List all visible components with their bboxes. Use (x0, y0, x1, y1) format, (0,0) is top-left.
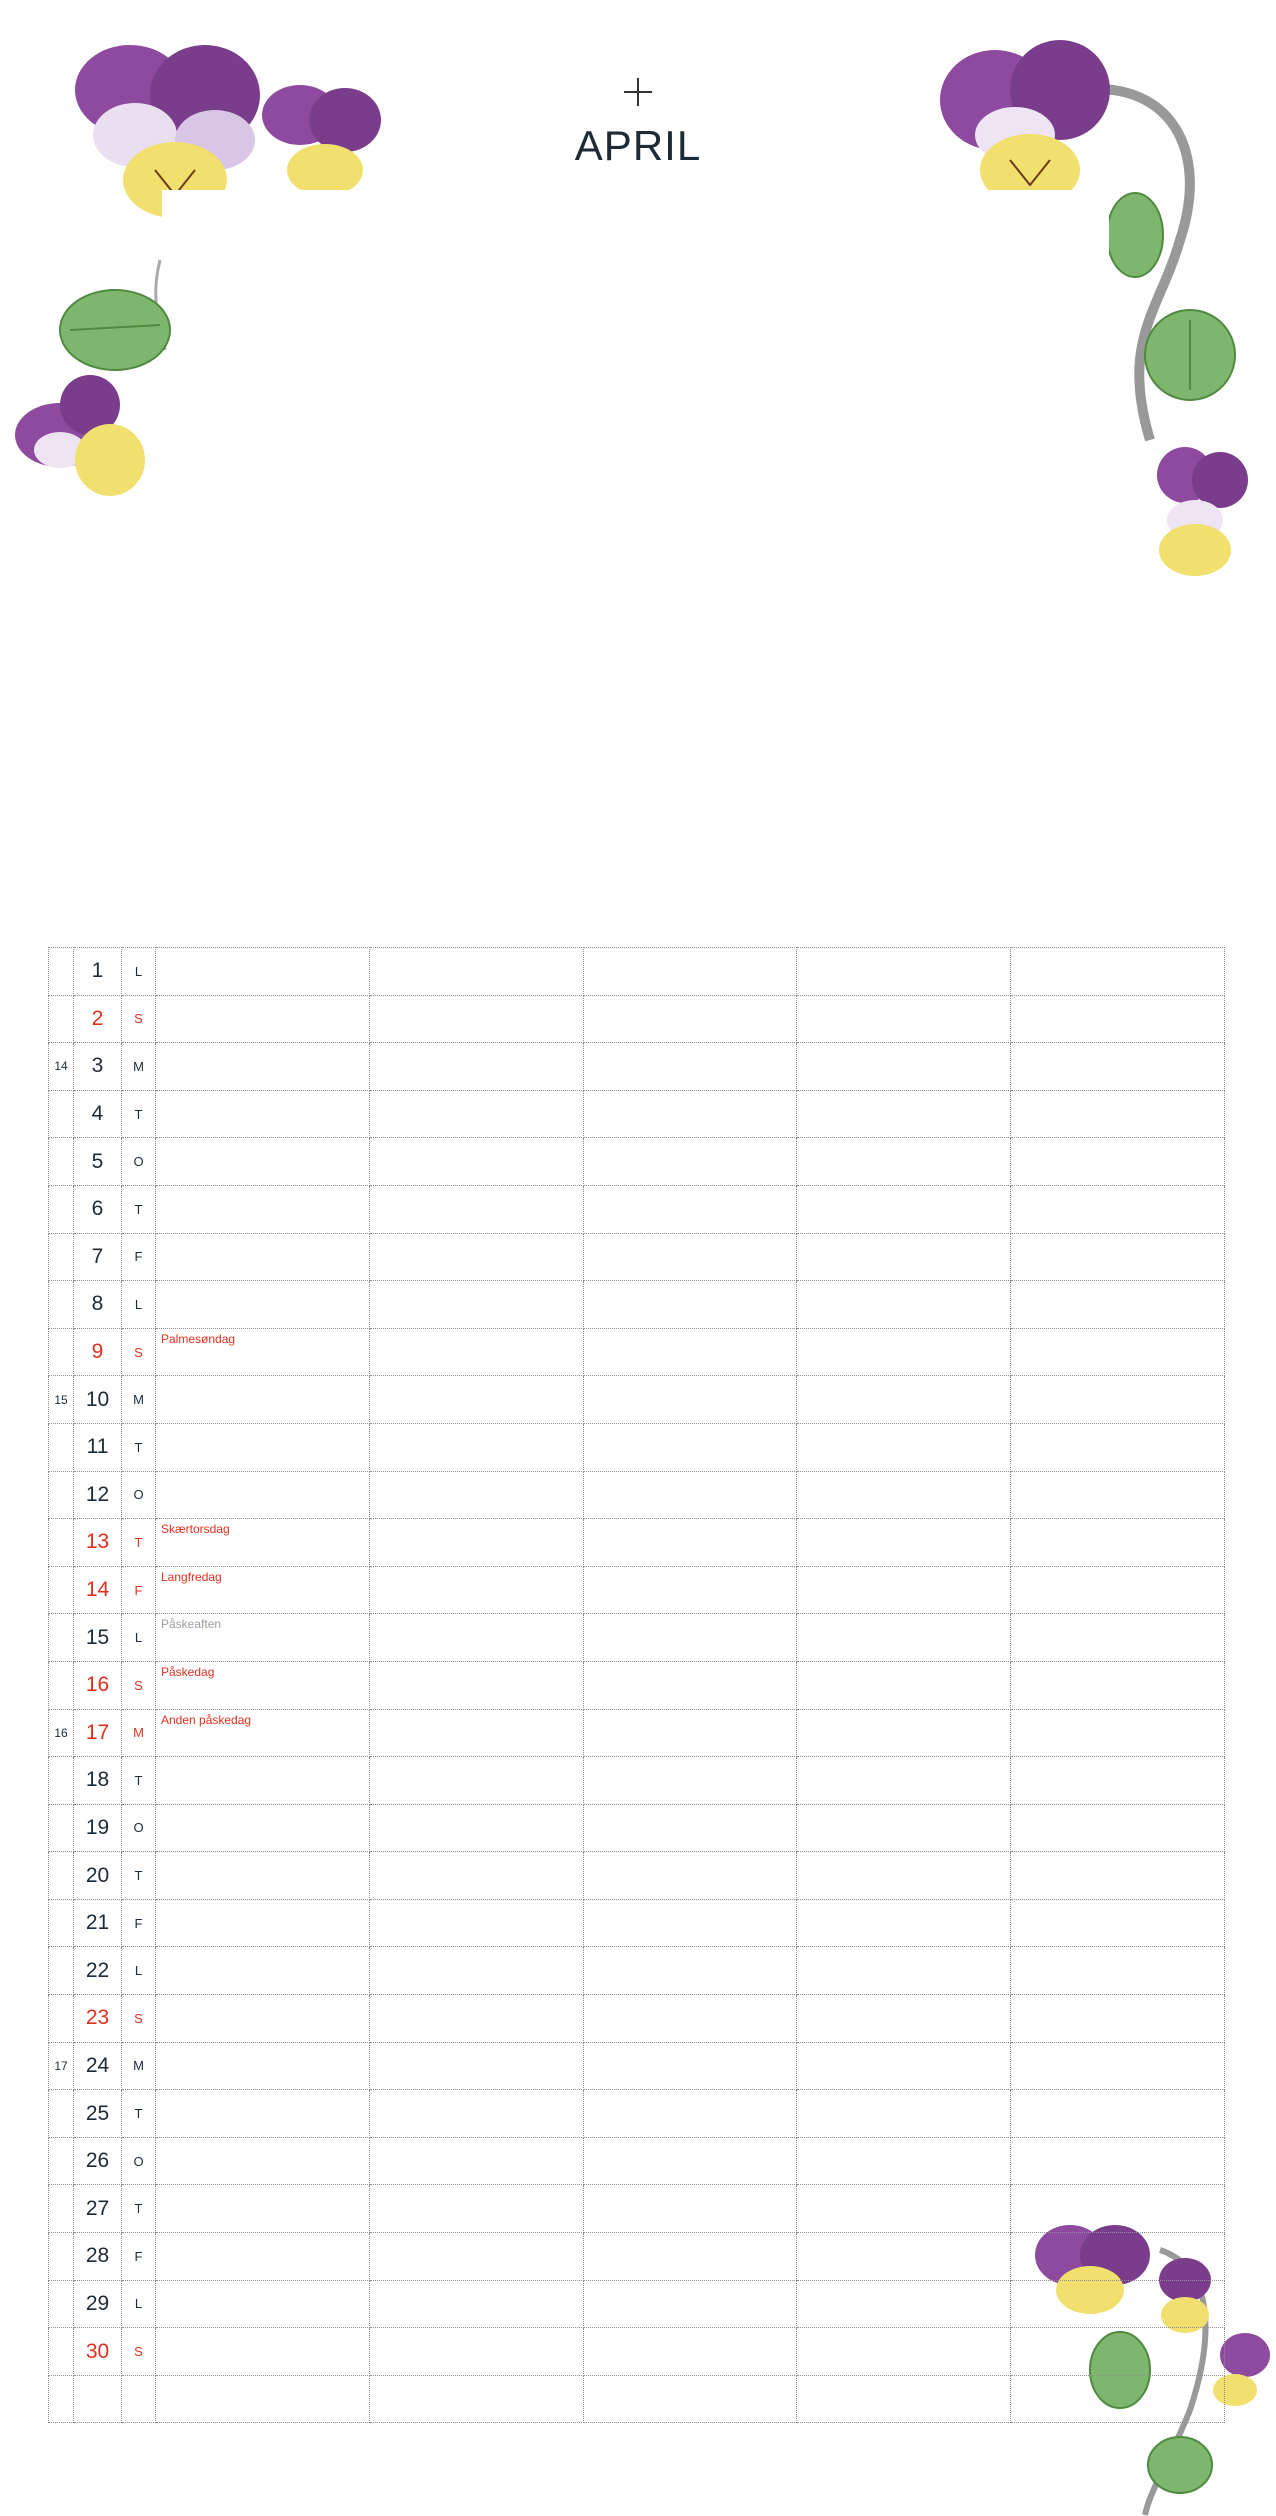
table-row (49, 2042, 1225, 2090)
weekday-letter: F (122, 1233, 156, 1281)
day-number: 24 (74, 2042, 122, 2090)
week-number (49, 1138, 74, 1186)
table-row (49, 1661, 1225, 1709)
day-number: 13 (74, 1519, 122, 1567)
entry-cell[interactable] (797, 1899, 1011, 1947)
day-number: 11 (74, 1423, 122, 1471)
weekday-letter: M (122, 1376, 156, 1424)
week-number: 17 (49, 2042, 74, 2090)
entry-cell[interactable] (156, 1852, 370, 1900)
week-number (49, 1328, 74, 1376)
entry-cell[interactable] (797, 1090, 1011, 1138)
table-row (49, 1090, 1225, 1138)
week-number: 14 (49, 1043, 74, 1091)
day-number: 21 (74, 1899, 122, 1947)
entry-cell[interactable] (1011, 2280, 1225, 2328)
weekday-letter: M (122, 1709, 156, 1757)
entry-cell[interactable] (156, 2042, 370, 2090)
entry-cell[interactable] (369, 2090, 583, 2138)
entry-cell[interactable] (797, 1614, 1011, 1662)
entry-cell[interactable] (1011, 1376, 1225, 1424)
day-number: 5 (74, 1138, 122, 1186)
entry-cell[interactable] (583, 1804, 797, 1852)
weekday-letter: S (122, 1995, 156, 2043)
entry-cell[interactable] (797, 1185, 1011, 1233)
weekday-letter: O (122, 1138, 156, 1186)
entry-cell[interactable] (1011, 2233, 1225, 2281)
weekday-letter: L (122, 948, 156, 996)
table-row (49, 1233, 1225, 1281)
entry-cell[interactable] (156, 2328, 370, 2376)
weekday-letter: O (122, 1471, 156, 1519)
entry-cell[interactable] (369, 995, 583, 1043)
calendar-table (48, 947, 1225, 2423)
entry-cell[interactable] (369, 1852, 583, 1900)
entry-cell[interactable] (1011, 1138, 1225, 1186)
entry-cell[interactable] (797, 2328, 1011, 2376)
entry-cell[interactable] (1011, 1328, 1225, 1376)
weekday-letter: S (122, 995, 156, 1043)
entry-cell[interactable] (797, 2090, 1011, 2138)
entry-cell[interactable] (156, 1804, 370, 1852)
week-number (49, 1281, 74, 1329)
entry-cell[interactable] (156, 1423, 370, 1471)
entry-cell[interactable] (1011, 1709, 1225, 1757)
entry-cell[interactable] (583, 1185, 797, 1233)
entry-cell[interactable] (156, 1709, 370, 1757)
entry-cell[interactable] (583, 2137, 797, 2185)
week-number (49, 1423, 74, 1471)
weekday-letter: M (122, 1043, 156, 1091)
entry-cell[interactable] (583, 1566, 797, 1614)
table-row (49, 2233, 1225, 2281)
entry-cell[interactable] (1011, 1090, 1225, 1138)
week-number (49, 1995, 74, 2043)
entry-cell[interactable] (369, 1185, 583, 1233)
plus-cross-icon (624, 78, 652, 106)
holiday-label: Skærtorsdag (161, 1522, 230, 1537)
entry-cell[interactable] (583, 1233, 797, 1281)
entry-cell[interactable] (797, 1376, 1011, 1424)
entry-cell[interactable] (369, 2042, 583, 2090)
entry-cell[interactable] (156, 2233, 370, 2281)
entry-cell[interactable] (583, 1899, 797, 1947)
entry-cell[interactable] (156, 1661, 370, 1709)
weekday-letter: L (122, 1947, 156, 1995)
week-number (49, 1185, 74, 1233)
entry-cell[interactable] (583, 1043, 797, 1091)
entry-cell[interactable] (369, 1138, 583, 1186)
entry-cell[interactable] (156, 2185, 370, 2233)
entry-cell[interactable] (156, 948, 370, 996)
holiday-label: Langfredag (161, 1569, 222, 1584)
entry-cell[interactable] (1011, 1519, 1225, 1567)
entry-cell[interactable] (369, 1423, 583, 1471)
entry-cell[interactable] (1011, 1852, 1225, 1900)
day-number: 15 (74, 1614, 122, 1662)
week-number (49, 995, 74, 1043)
entry-cell[interactable] (1011, 2090, 1225, 2138)
entry-cell[interactable] (369, 1376, 583, 1424)
day-number: 22 (74, 1947, 122, 1995)
entry-cell[interactable] (369, 1519, 583, 1567)
weekday-letter: S (122, 1328, 156, 1376)
entry-cell[interactable] (1011, 1995, 1225, 2043)
entry-cell[interactable] (583, 1376, 797, 1424)
table-row (49, 948, 1225, 996)
entry-cell[interactable] (156, 1376, 370, 1424)
table-row (49, 1376, 1225, 1424)
entry-cell[interactable] (583, 1614, 797, 1662)
day-number: 25 (74, 2090, 122, 2138)
entry-cell[interactable] (797, 1852, 1011, 1900)
entry-cell[interactable] (1011, 1899, 1225, 1947)
table-row (49, 2375, 1225, 2423)
entry-cell[interactable] (369, 1899, 583, 1947)
table-row (49, 1423, 1225, 1471)
day-number: 20 (74, 1852, 122, 1900)
weekday-letter: M (122, 2042, 156, 2090)
entry-cell[interactable] (1011, 1281, 1225, 1329)
entry-cell[interactable] (369, 2233, 583, 2281)
entry-cell[interactable] (1011, 1185, 1225, 1233)
week-number (49, 2090, 74, 2138)
week-number (49, 1852, 74, 1900)
entry-cell[interactable] (369, 1090, 583, 1138)
week-number (49, 1757, 74, 1805)
entry-cell[interactable] (583, 2328, 797, 2376)
entry-cell[interactable] (1011, 1043, 1225, 1091)
entry-cell[interactable] (797, 1281, 1011, 1329)
entry-cell[interactable] (369, 1995, 583, 2043)
entry-cell[interactable] (369, 1661, 583, 1709)
entry-cell[interactable] (369, 1043, 583, 1091)
entry-cell[interactable] (583, 1138, 797, 1186)
table-row (49, 1614, 1225, 1662)
week-number (49, 1566, 74, 1614)
weekday-letter: T (122, 1519, 156, 1567)
entry-cell[interactable] (1011, 1233, 1225, 1281)
month-title: APRIL (574, 122, 702, 169)
week-number (49, 1899, 74, 1947)
table-row (49, 1852, 1225, 1900)
entry-cell[interactable] (797, 1566, 1011, 1614)
day-number: 7 (74, 1233, 122, 1281)
entry-cell[interactable] (1011, 1757, 1225, 1805)
entry-cell[interactable] (583, 1757, 797, 1805)
entry-cell[interactable] (583, 1852, 797, 1900)
entry-cell[interactable] (583, 1661, 797, 1709)
entry-cell[interactable] (797, 1804, 1011, 1852)
entry-cell[interactable] (1011, 2137, 1225, 2185)
table-row (49, 1281, 1225, 1329)
entry-cell[interactable] (797, 2185, 1011, 2233)
entry-cell[interactable] (369, 2375, 583, 2423)
entry-cell[interactable] (156, 1899, 370, 1947)
day-number (74, 2375, 122, 2423)
entry-cell[interactable] (797, 1043, 1011, 1091)
entry-cell[interactable] (156, 995, 370, 1043)
weekday-letter: S (122, 2328, 156, 2376)
weekday-letter: O (122, 2137, 156, 2185)
week-number (49, 1090, 74, 1138)
entry-cell[interactable] (369, 2185, 583, 2233)
day-number: 23 (74, 1995, 122, 2043)
entry-cell[interactable] (583, 1328, 797, 1376)
entry-cell[interactable] (156, 1519, 370, 1567)
entry-cell[interactable] (156, 1138, 370, 1186)
day-number: 29 (74, 2280, 122, 2328)
entry-cell[interactable] (369, 1614, 583, 1662)
table-row (49, 1138, 1225, 1186)
entry-cell[interactable] (583, 2042, 797, 2090)
entry-cell[interactable] (797, 2233, 1011, 2281)
entry-cell[interactable] (156, 1043, 370, 1091)
week-number (49, 1519, 74, 1567)
entry-cell[interactable] (156, 2137, 370, 2185)
entry-cell[interactable] (156, 1995, 370, 2043)
week-number (49, 1947, 74, 1995)
holiday-label: Palmesøndag (161, 1331, 236, 1346)
weekday-letter: T (122, 1090, 156, 1138)
entry-cell[interactable] (156, 1328, 370, 1376)
entry-cell[interactable] (156, 1757, 370, 1805)
day-number: 4 (74, 1090, 122, 1138)
entry-cell[interactable] (1011, 2185, 1225, 2233)
entry-cell[interactable] (369, 1328, 583, 1376)
weekday-letter: F (122, 2233, 156, 2281)
entry-cell[interactable] (1011, 1661, 1225, 1709)
entry-cell[interactable] (369, 1233, 583, 1281)
entry-cell[interactable] (583, 948, 797, 996)
entry-cell[interactable] (369, 1947, 583, 1995)
table-row (49, 2280, 1225, 2328)
week-number (49, 1804, 74, 1852)
weekday-letter: O (122, 1804, 156, 1852)
entry-cell[interactable] (1011, 1614, 1225, 1662)
day-number: 10 (74, 1376, 122, 1424)
day-number: 19 (74, 1804, 122, 1852)
entry-cell[interactable] (583, 1519, 797, 1567)
weekday-letter: S (122, 1661, 156, 1709)
white-panel (162, 190, 1109, 300)
week-number (49, 2233, 74, 2281)
week-number (49, 2137, 74, 2185)
week-number (49, 2328, 74, 2376)
week-number (49, 2280, 74, 2328)
entry-cell[interactable] (797, 1471, 1011, 1519)
table-row (49, 2185, 1225, 2233)
table-row (49, 1709, 1225, 1757)
day-number: 6 (74, 1185, 122, 1233)
day-number: 3 (74, 1043, 122, 1091)
pansy-illustration-top-right-icon (910, 20, 1276, 600)
week-number: 15 (49, 1376, 74, 1424)
week-number (49, 1661, 74, 1709)
weekday-letter: T (122, 1185, 156, 1233)
entry-cell[interactable] (583, 1709, 797, 1757)
calendar-grid (48, 947, 1224, 2423)
table-row (49, 1995, 1225, 2043)
entry-cell[interactable] (797, 1661, 1011, 1709)
table-row (49, 2090, 1225, 2138)
weekday-letter: L (122, 2280, 156, 2328)
week-number (49, 1471, 74, 1519)
entry-cell[interactable] (369, 2137, 583, 2185)
entry-cell[interactable] (583, 1090, 797, 1138)
table-row (49, 1185, 1225, 1233)
entry-cell[interactable] (156, 1185, 370, 1233)
day-number: 26 (74, 2137, 122, 2185)
entry-cell[interactable] (1011, 948, 1225, 996)
table-row (49, 1328, 1225, 1376)
entry-cell[interactable] (1011, 2375, 1225, 2423)
entry-cell[interactable] (369, 2280, 583, 2328)
week-number (49, 2375, 74, 2423)
entry-cell[interactable] (1011, 1804, 1225, 1852)
entry-cell[interactable] (369, 1804, 583, 1852)
table-row (49, 2137, 1225, 2185)
entry-cell[interactable] (583, 2185, 797, 2233)
entry-cell[interactable] (797, 2042, 1011, 2090)
holiday-label: Påskedag (161, 1664, 215, 1679)
entry-cell[interactable] (369, 2328, 583, 2376)
entry-cell[interactable] (583, 1471, 797, 1519)
entry-cell[interactable] (583, 1947, 797, 1995)
weekday-letter: L (122, 1614, 156, 1662)
holiday-label: Påskeaften (161, 1617, 222, 1632)
entry-cell[interactable] (156, 1233, 370, 1281)
day-number: 18 (74, 1757, 122, 1805)
table-row (49, 1899, 1225, 1947)
table-row (49, 1757, 1225, 1805)
weekday-letter: T (122, 1423, 156, 1471)
entry-cell[interactable] (583, 1281, 797, 1329)
day-number: 1 (74, 948, 122, 996)
entry-cell[interactable] (1011, 2328, 1225, 2376)
entry-cell[interactable] (797, 1995, 1011, 2043)
entry-cell[interactable] (156, 2375, 370, 2423)
entry-cell[interactable] (797, 2375, 1011, 2423)
entry-cell[interactable] (156, 1471, 370, 1519)
week-number (49, 1233, 74, 1281)
table-row (49, 995, 1225, 1043)
week-number (49, 1614, 74, 1662)
entry-cell[interactable] (797, 2280, 1011, 2328)
entry-cell[interactable] (797, 995, 1011, 1043)
entry-cell[interactable] (1011, 1471, 1225, 1519)
entry-cell[interactable] (1011, 1947, 1225, 1995)
day-number: 17 (74, 1709, 122, 1757)
day-number: 9 (74, 1328, 122, 1376)
entry-cell[interactable] (583, 2090, 797, 2138)
entry-cell[interactable] (797, 1233, 1011, 1281)
entry-cell[interactable] (583, 1995, 797, 2043)
holiday-label: Anden påskedag (161, 1712, 252, 1727)
entry-cell[interactable] (1011, 2042, 1225, 2090)
table-row (49, 1043, 1225, 1091)
entry-cell[interactable] (369, 1471, 583, 1519)
entry-cell[interactable] (797, 1709, 1011, 1757)
weekday-letter: T (122, 1757, 156, 1805)
day-number: 2 (74, 995, 122, 1043)
entry-cell[interactable] (369, 1566, 583, 1614)
entry-cell[interactable] (1011, 995, 1225, 1043)
entry-cell[interactable] (583, 2280, 797, 2328)
weekday-letter (122, 2375, 156, 2423)
entry-cell[interactable] (369, 948, 583, 996)
entry-cell[interactable] (156, 1566, 370, 1614)
day-number: 16 (74, 1661, 122, 1709)
day-number: 12 (74, 1471, 122, 1519)
week-number (49, 2185, 74, 2233)
weekday-letter: T (122, 2185, 156, 2233)
entry-cell[interactable] (369, 1757, 583, 1805)
entry-cell[interactable] (156, 2280, 370, 2328)
entry-cell[interactable] (156, 1090, 370, 1138)
entry-cell[interactable] (369, 1281, 583, 1329)
entry-cell[interactable] (583, 995, 797, 1043)
weekday-letter: T (122, 2090, 156, 2138)
table-row (49, 1947, 1225, 1995)
entry-cell[interactable] (156, 2090, 370, 2138)
entry-cell[interactable] (797, 2137, 1011, 2185)
table-row (49, 1804, 1225, 1852)
day-number: 14 (74, 1566, 122, 1614)
entry-cell[interactable] (583, 2375, 797, 2423)
entry-cell[interactable] (1011, 1566, 1225, 1614)
entry-cell[interactable] (797, 1423, 1011, 1471)
weekday-letter: L (122, 1281, 156, 1329)
day-number: 27 (74, 2185, 122, 2233)
entry-cell[interactable] (583, 1423, 797, 1471)
table-row (49, 1519, 1225, 1567)
entry-cell[interactable] (797, 1138, 1011, 1186)
table-row (49, 1566, 1225, 1614)
entry-cell[interactable] (797, 1757, 1011, 1805)
week-number: 16 (49, 1709, 74, 1757)
entry-cell[interactable] (156, 1947, 370, 1995)
entry-cell[interactable] (156, 1614, 370, 1662)
day-number: 30 (74, 2328, 122, 2376)
weekday-letter: T (122, 1852, 156, 1900)
entry-cell[interactable] (1011, 1423, 1225, 1471)
table-row (49, 2328, 1225, 2376)
day-number: 28 (74, 2233, 122, 2281)
entry-cell[interactable] (797, 1328, 1011, 1376)
weekday-letter: F (122, 1899, 156, 1947)
table-row (49, 1471, 1225, 1519)
entry-cell[interactable] (369, 1709, 583, 1757)
weekday-letter: F (122, 1566, 156, 1614)
entry-cell[interactable] (797, 1947, 1011, 1995)
entry-cell[interactable] (797, 1519, 1011, 1567)
day-number: 8 (74, 1281, 122, 1329)
week-number (49, 948, 74, 996)
entry-cell[interactable] (156, 1281, 370, 1329)
entry-cell[interactable] (583, 2233, 797, 2281)
entry-cell[interactable] (797, 948, 1011, 996)
